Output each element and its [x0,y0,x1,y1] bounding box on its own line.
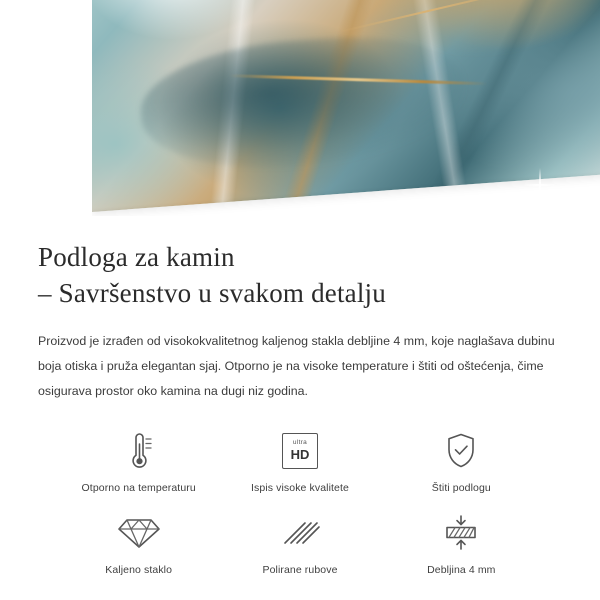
product-description: Proizvod je izrađen od visokokvalitetnog kaljenog stakla debljine 4 mm, koje naglašava dubinu boja otiska i pruža elegantan sjaj. Otporno je na visoke temperature i štiti od oštećenja, čime osigurava prostor oko kamina na dugi niz godina. [38,334,555,398]
feature-label: Polirane rubove [262,563,338,576]
feature-item-temperature [58,428,219,494]
thickness-icon [439,510,483,556]
shield-check-icon [440,428,482,474]
page-title-line-2: – Savršenstvo u svakom detalju [38,277,386,308]
marble-glass-panel [70,0,600,212]
feature-item-surface-protection [381,428,542,494]
feature-list [38,428,562,576]
ultra-hd-icon [282,428,318,474]
feature-item-print-quality [219,428,380,494]
feature-label: Kaljeno staklo [105,563,173,576]
hero-image-inner [0,0,600,218]
page-title [38,240,562,311]
ultra-hd-badge-top: ultra [292,439,308,447]
ultra-hd-badge-bottom: HD [290,446,310,462]
diamond-icon [116,510,162,556]
polished-edges-icon [278,510,322,556]
feature-label: Debljina 4 mm [427,563,496,576]
feature-item-tempered-glass [58,510,219,576]
feature-label: Štiti podlogu [431,481,491,494]
page-title-line-1: Podloga za kamin [38,242,235,272]
thermometer-icon [119,428,159,474]
feature-item-polished-edges [219,510,380,576]
content-area [0,240,600,576]
feature-item-thickness [381,510,542,576]
hero-left-margin [0,0,92,218]
feature-label: Otporno na temperaturu [81,481,196,494]
hero-image [0,0,600,218]
feature-label: Ispis visoke kvalitete [251,481,349,494]
hero-bottom-edge [0,216,600,218]
